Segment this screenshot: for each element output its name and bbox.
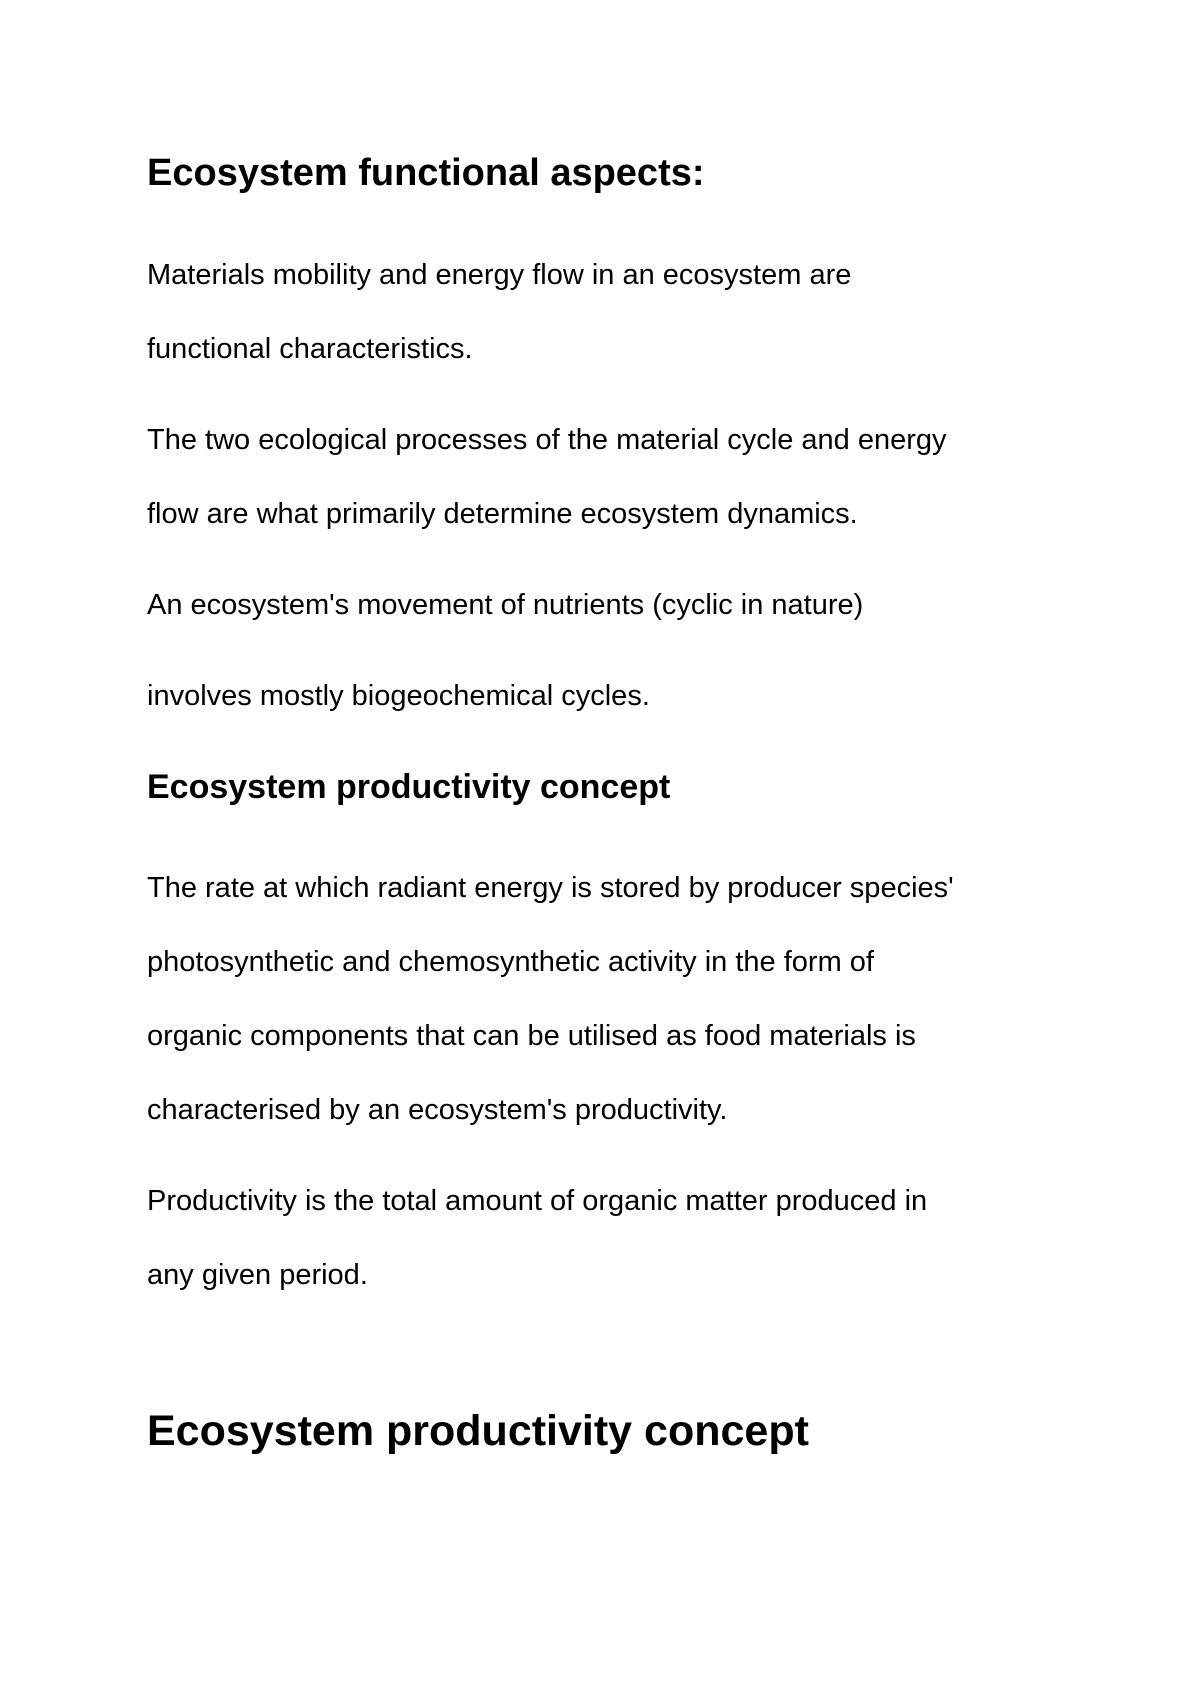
paragraph-line: any given period.: [147, 1259, 368, 1291]
paragraph-line: characterised by an ecosystem's productivity.: [147, 1094, 728, 1126]
paragraph-line: flow are what primarily determine ecosystem dynamics.: [147, 498, 858, 530]
paragraph-line: Materials mobility and energy flow in an ecosystem are: [147, 259, 852, 291]
paragraph-line: organic components that can be utilised as food materials is: [147, 1020, 916, 1052]
heading-productivity-concept-large: Ecosystem productivity concept: [147, 1407, 809, 1455]
paragraph-line: functional characteristics.: [147, 333, 473, 365]
paragraph-line: Productivity is the total amount of organic matter produced in: [147, 1185, 928, 1217]
paragraph-line: An ecosystem's movement of nutrients (cyclic in nature): [147, 589, 864, 621]
paragraph-line: The two ecological processes of the material cycle and energy: [147, 424, 947, 456]
heading-productivity-concept: Ecosystem productivity concept: [147, 768, 671, 806]
paragraph-line: The rate at which radiant energy is stored by producer species': [147, 872, 954, 904]
paragraph-line: photosynthetic and chemosynthetic activity in the form of: [147, 946, 874, 978]
paragraph-line: involves mostly biogeochemical cycles.: [147, 680, 650, 712]
heading-functional-aspects: Ecosystem functional aspects:: [147, 152, 705, 194]
